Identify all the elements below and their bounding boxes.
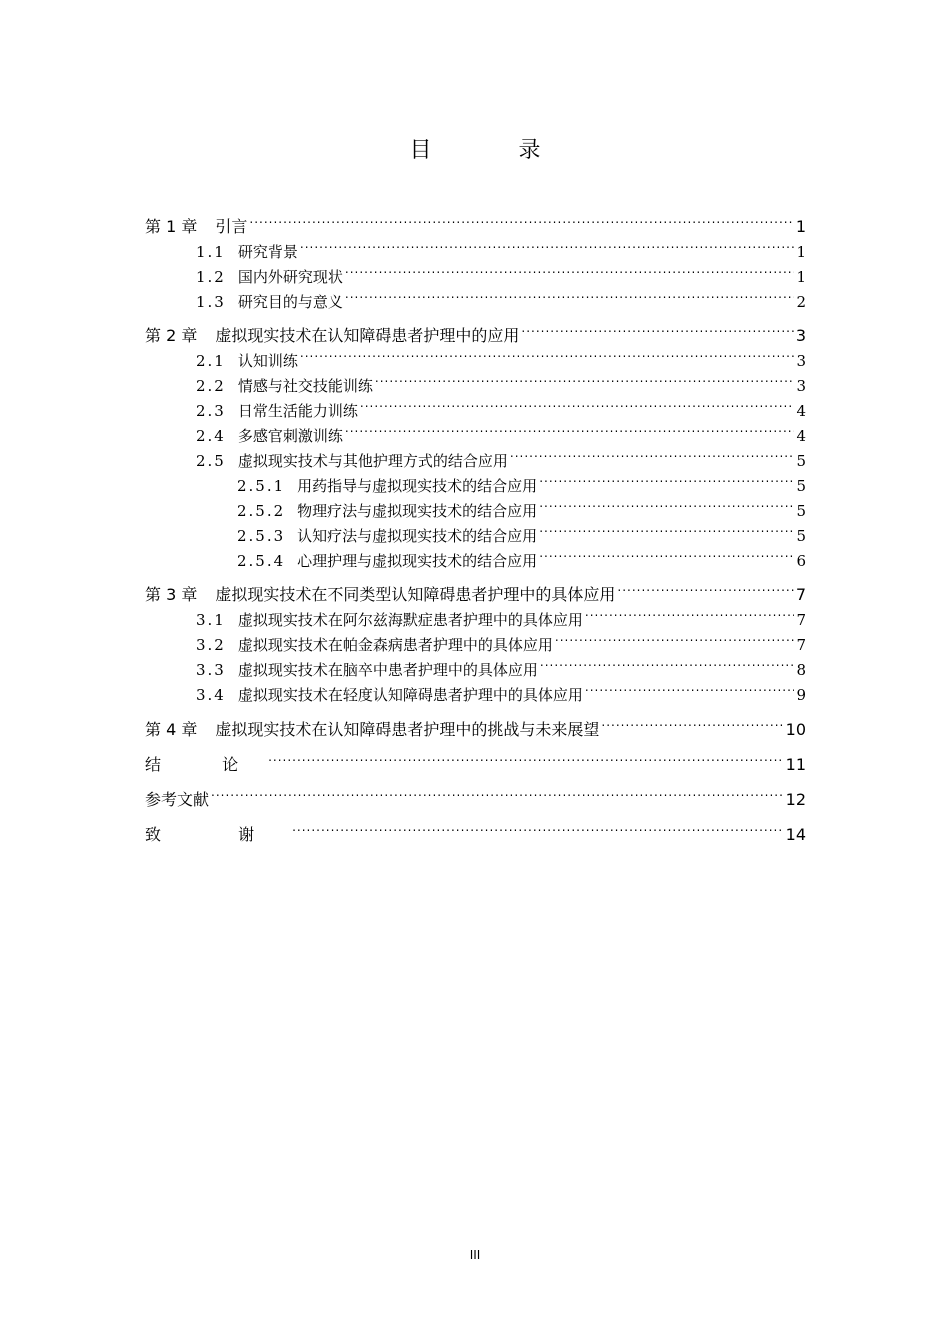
toc-entry-title: 研究目的与意义 [237, 293, 343, 311]
toc-entry-number: 1.3 [196, 293, 226, 311]
dot-leader [300, 232, 795, 257]
toc-entry-title: 虚拟现实技术在认知障碍患者护理中的应用 [215, 326, 520, 345]
toc-entry[interactable] [145, 745, 806, 774]
toc-entry-number: 2.2 [196, 377, 226, 395]
toc-entry[interactable] [145, 710, 806, 739]
dot-leader [601, 710, 783, 735]
toc-entry-page: 5 [796, 527, 806, 545]
toc-entry-number: 3.1 [196, 611, 226, 629]
toc-entry-page: 6 [796, 552, 806, 570]
dot-leader [585, 675, 795, 700]
dot-leader [268, 745, 784, 770]
dot-leader [211, 780, 784, 805]
toc-entry-number: 3.4 [196, 686, 226, 704]
toc-entry-title: 虚拟现实技术在脑卒中患者护理中的具体应用 [237, 661, 538, 679]
toc-entry-number: 第 2 章 [145, 326, 198, 345]
toc-entry-number: 3.2 [196, 636, 226, 654]
toc-entry-number: 3.3 [196, 661, 226, 679]
toc-entry-number: 第 1 章 [145, 217, 198, 236]
toc-entry-title: 引言 [215, 217, 248, 236]
toc-entry-page: 4 [796, 402, 806, 420]
toc-entry-title: 认知训练 [237, 352, 298, 370]
toc-entry-page: 3 [796, 352, 806, 370]
toc-entry-number: 2.5.1 [237, 477, 286, 495]
toc-entry-page: 1 [796, 268, 806, 286]
dot-leader [539, 516, 794, 541]
toc-entry-number: 2.5.3 [237, 527, 286, 545]
toc-entry-number: 2.1 [196, 352, 226, 370]
toc-entry-number: 2.3 [196, 402, 226, 420]
toc-entry-title: 物理疗法与虚拟现实技术的结合应用 [297, 502, 538, 520]
toc-entry-page: 14 [785, 825, 806, 844]
toc-entry-title: 致 谢 [145, 825, 291, 844]
toc-entry-number: 2.4 [196, 427, 226, 445]
toc-entry-page: 8 [796, 661, 806, 679]
dot-leader [539, 466, 794, 491]
toc-entry-page: 12 [785, 790, 806, 809]
toc-entry-page: 4 [796, 427, 806, 445]
toc-entry-title: 虚拟现实技术在轻度认知障碍患者护理中的具体应用 [237, 686, 583, 704]
toc-entry-title: 参考文献 [145, 790, 210, 809]
toc-entry-title: 多感官刺激训练 [237, 427, 343, 445]
toc-entry-page: 9 [796, 686, 806, 704]
toc-entry-page: 3 [795, 326, 806, 345]
toc-entry-page: 7 [796, 611, 806, 629]
toc-entry-title: 国内外研究现状 [237, 268, 343, 286]
toc-entry[interactable] [145, 780, 806, 809]
dot-leader [539, 491, 794, 516]
toc-entry-title: 研究背景 [237, 243, 298, 261]
toc-entry-page: 10 [785, 720, 806, 739]
dot-leader [555, 625, 795, 650]
dot-leader [375, 366, 795, 391]
toc-entry-page: 7 [796, 636, 806, 654]
toc-entry-page: 5 [796, 477, 806, 495]
toc-entry-number: 第 3 章 [145, 585, 198, 604]
dot-leader [617, 575, 793, 600]
toc-entry-number: 2.5.2 [237, 502, 286, 520]
toc-entry-page: 5 [796, 502, 806, 520]
toc-entry-number: 2.5 [196, 452, 226, 470]
toc-entry-title: 结 论 [145, 755, 267, 774]
toc-entry-title: 用药指导与虚拟现实技术的结合应用 [297, 477, 538, 495]
toc-entry-page: 7 [795, 585, 806, 604]
toc-entry-number: 2.5.4 [237, 552, 286, 570]
toc-entry-title: 日常生活能力训练 [237, 402, 358, 420]
toc-entry-title: 情感与社交技能训练 [237, 377, 373, 395]
toc-entry[interactable] [145, 575, 806, 604]
toc-entry-number: 第 4 章 [145, 720, 198, 739]
dot-leader [249, 207, 793, 232]
toc-entry-page: 3 [796, 377, 806, 395]
dot-leader [345, 416, 795, 441]
toc-entry-title: 心理护理与虚拟现实技术的结合应用 [297, 552, 538, 570]
toc-entry[interactable] [145, 316, 806, 345]
toc-entry-title: 虚拟现实技术在帕金森病患者护理中的具体应用 [237, 636, 553, 654]
toc-entry-page: 5 [796, 452, 806, 470]
toc-entry-title: 虚拟现实技术在不同类型认知障碍患者护理中的具体应用 [215, 585, 616, 604]
toc-entry-page: 1 [795, 217, 806, 236]
dot-leader [539, 541, 794, 566]
toc-entry-number: 1.1 [196, 243, 226, 261]
toc-entry-page: 11 [785, 755, 806, 774]
dot-leader [360, 391, 795, 416]
toc-entry-title: 虚拟现实技术在认知障碍患者护理中的挑战与未来展望 [215, 720, 600, 739]
dot-leader [521, 316, 793, 341]
page-number: III [469, 1248, 481, 1262]
dot-leader [300, 341, 795, 366]
toc-entry-page: 1 [796, 243, 806, 261]
toc-entry[interactable] [145, 207, 806, 236]
toc-entry-title: 虚拟现实技术在阿尔兹海默症患者护理中的具体应用 [237, 611, 583, 629]
table-of-contents [145, 207, 806, 844]
dot-leader [292, 815, 784, 840]
dot-leader [510, 441, 795, 466]
toc-title: 目 录 [409, 138, 581, 163]
toc-entry-number: 1.2 [196, 268, 226, 286]
toc-entry-page: 2 [796, 293, 806, 311]
dot-leader [345, 257, 795, 282]
toc-entry[interactable] [145, 815, 806, 844]
toc-entry-title: 认知疗法与虚拟现实技术的结合应用 [297, 527, 538, 545]
toc-entry-title: 虚拟现实技术与其他护理方式的结合应用 [237, 452, 508, 470]
dot-leader [585, 600, 795, 625]
dot-leader [540, 650, 795, 675]
dot-leader [345, 282, 795, 307]
